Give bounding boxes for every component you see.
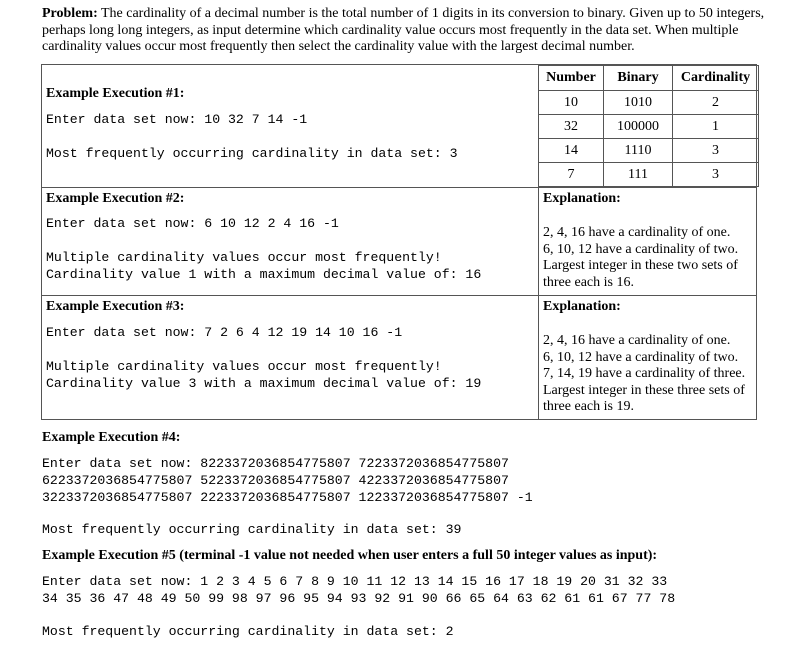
table-row [539,139,759,163]
ex2-input: Enter data set now: 6 10 12 2 4 16 -1 [46,216,339,231]
cardinality-table [538,65,759,187]
cell-number: 14 [539,139,604,163]
ex2-explanation: 2, 4, 16 have a cardinality of one. 6, 10, 12 have a cardinality of two. Largest integer in these two sets of three each is 16. [543,225,739,290]
problem-statement [42,6,782,56]
ex1-title: Example Execution #1: [46,86,185,101]
ex2-explanation-title: Explanation: [543,191,621,206]
ex4-input: Enter data set now: 8223372036854775807 7223372036854775807 6223372036854775807 5223372036854775807 4223372036854775807 3223372036854775807 2223372036854775807 1223372036854775807 -1 [42,456,533,505]
table-row [539,163,759,187]
table-header-row [539,66,759,91]
cell-cardinality: 1 [673,115,759,139]
ex5-output: Most frequently occurring cardinality in data set: 2 [42,624,454,639]
ex2-output-1: Multiple cardinality values occur most frequently! [46,250,442,265]
cell-binary: 1110 [604,139,673,163]
row-divider-1 [41,187,757,188]
cell-cardinality: 3 [673,163,759,187]
ex4-title: Example Execution #4: [42,430,181,445]
problem-text: The cardinality of a decimal number is the total number of 1 digits in its conversion to binary. Given up to 50 integers, perhaps long long integers, as input determine which cardinality value occurs most frequently in the data set. When multiple cardinality values occur most frequently then select the cardinality value with the largest decimal number. [42,6,765,54]
ex3-explanation-title: Explanation: [543,299,621,314]
cell-binary: 1010 [604,91,673,115]
header-number: Number [539,66,604,91]
cell-cardinality: 2 [673,91,759,115]
ex2-title: Example Execution #2: [46,191,185,206]
problem-label: Problem: [42,6,98,21]
cell-binary: 111 [604,163,673,187]
row-divider-2 [41,295,757,296]
ex1-input: Enter data set now: 10 32 7 14 -1 [46,112,308,127]
ex3-output-2: Cardinality value 3 with a maximum decimal value of: 19 [46,376,482,391]
ex3-output-1: Multiple cardinality values occur most frequently! [46,359,442,374]
ex3-title: Example Execution #3: [46,299,185,314]
ex3-explanation: 2, 4, 16 have a cardinality of one. 6, 10, 12 have a cardinality of two. 7, 14, 19 have a cardinality of three. Largest integer in these three sets of three each is 19. [543,333,746,414]
cell-number: 7 [539,163,604,187]
cell-binary: 100000 [604,115,673,139]
ex3-input: Enter data set now: 7 2 6 4 12 19 14 10 16 -1 [46,325,403,340]
ex5-input: Enter data set now: 1 2 3 4 5 6 7 8 9 10 11 12 13 14 15 16 17 18 19 20 31 32 33 34 35 36 47 48 49 50 99 98 97 96 95 94 93 92 91 90 66 65 64 63 62 61 61 67 77 78 [42,574,676,606]
header-binary: Binary [604,66,673,91]
cell-cardinality: 3 [673,139,759,163]
ex1-output: Most frequently occurring cardinality in data set: 3 [46,146,458,161]
ex2-output-2: Cardinality value 1 with a maximum decimal value of: 16 [46,267,482,282]
cell-number: 10 [539,91,604,115]
table-row [539,91,759,115]
ex4-output: Most frequently occurring cardinality in data set: 39 [42,522,462,537]
cell-number: 32 [539,115,604,139]
table-row [539,115,759,139]
header-cardinality: Cardinality [673,66,759,91]
ex5-title: Example Execution #5 (terminal -1 value not needed when user enters a full 50 integer values as input): [42,548,658,563]
